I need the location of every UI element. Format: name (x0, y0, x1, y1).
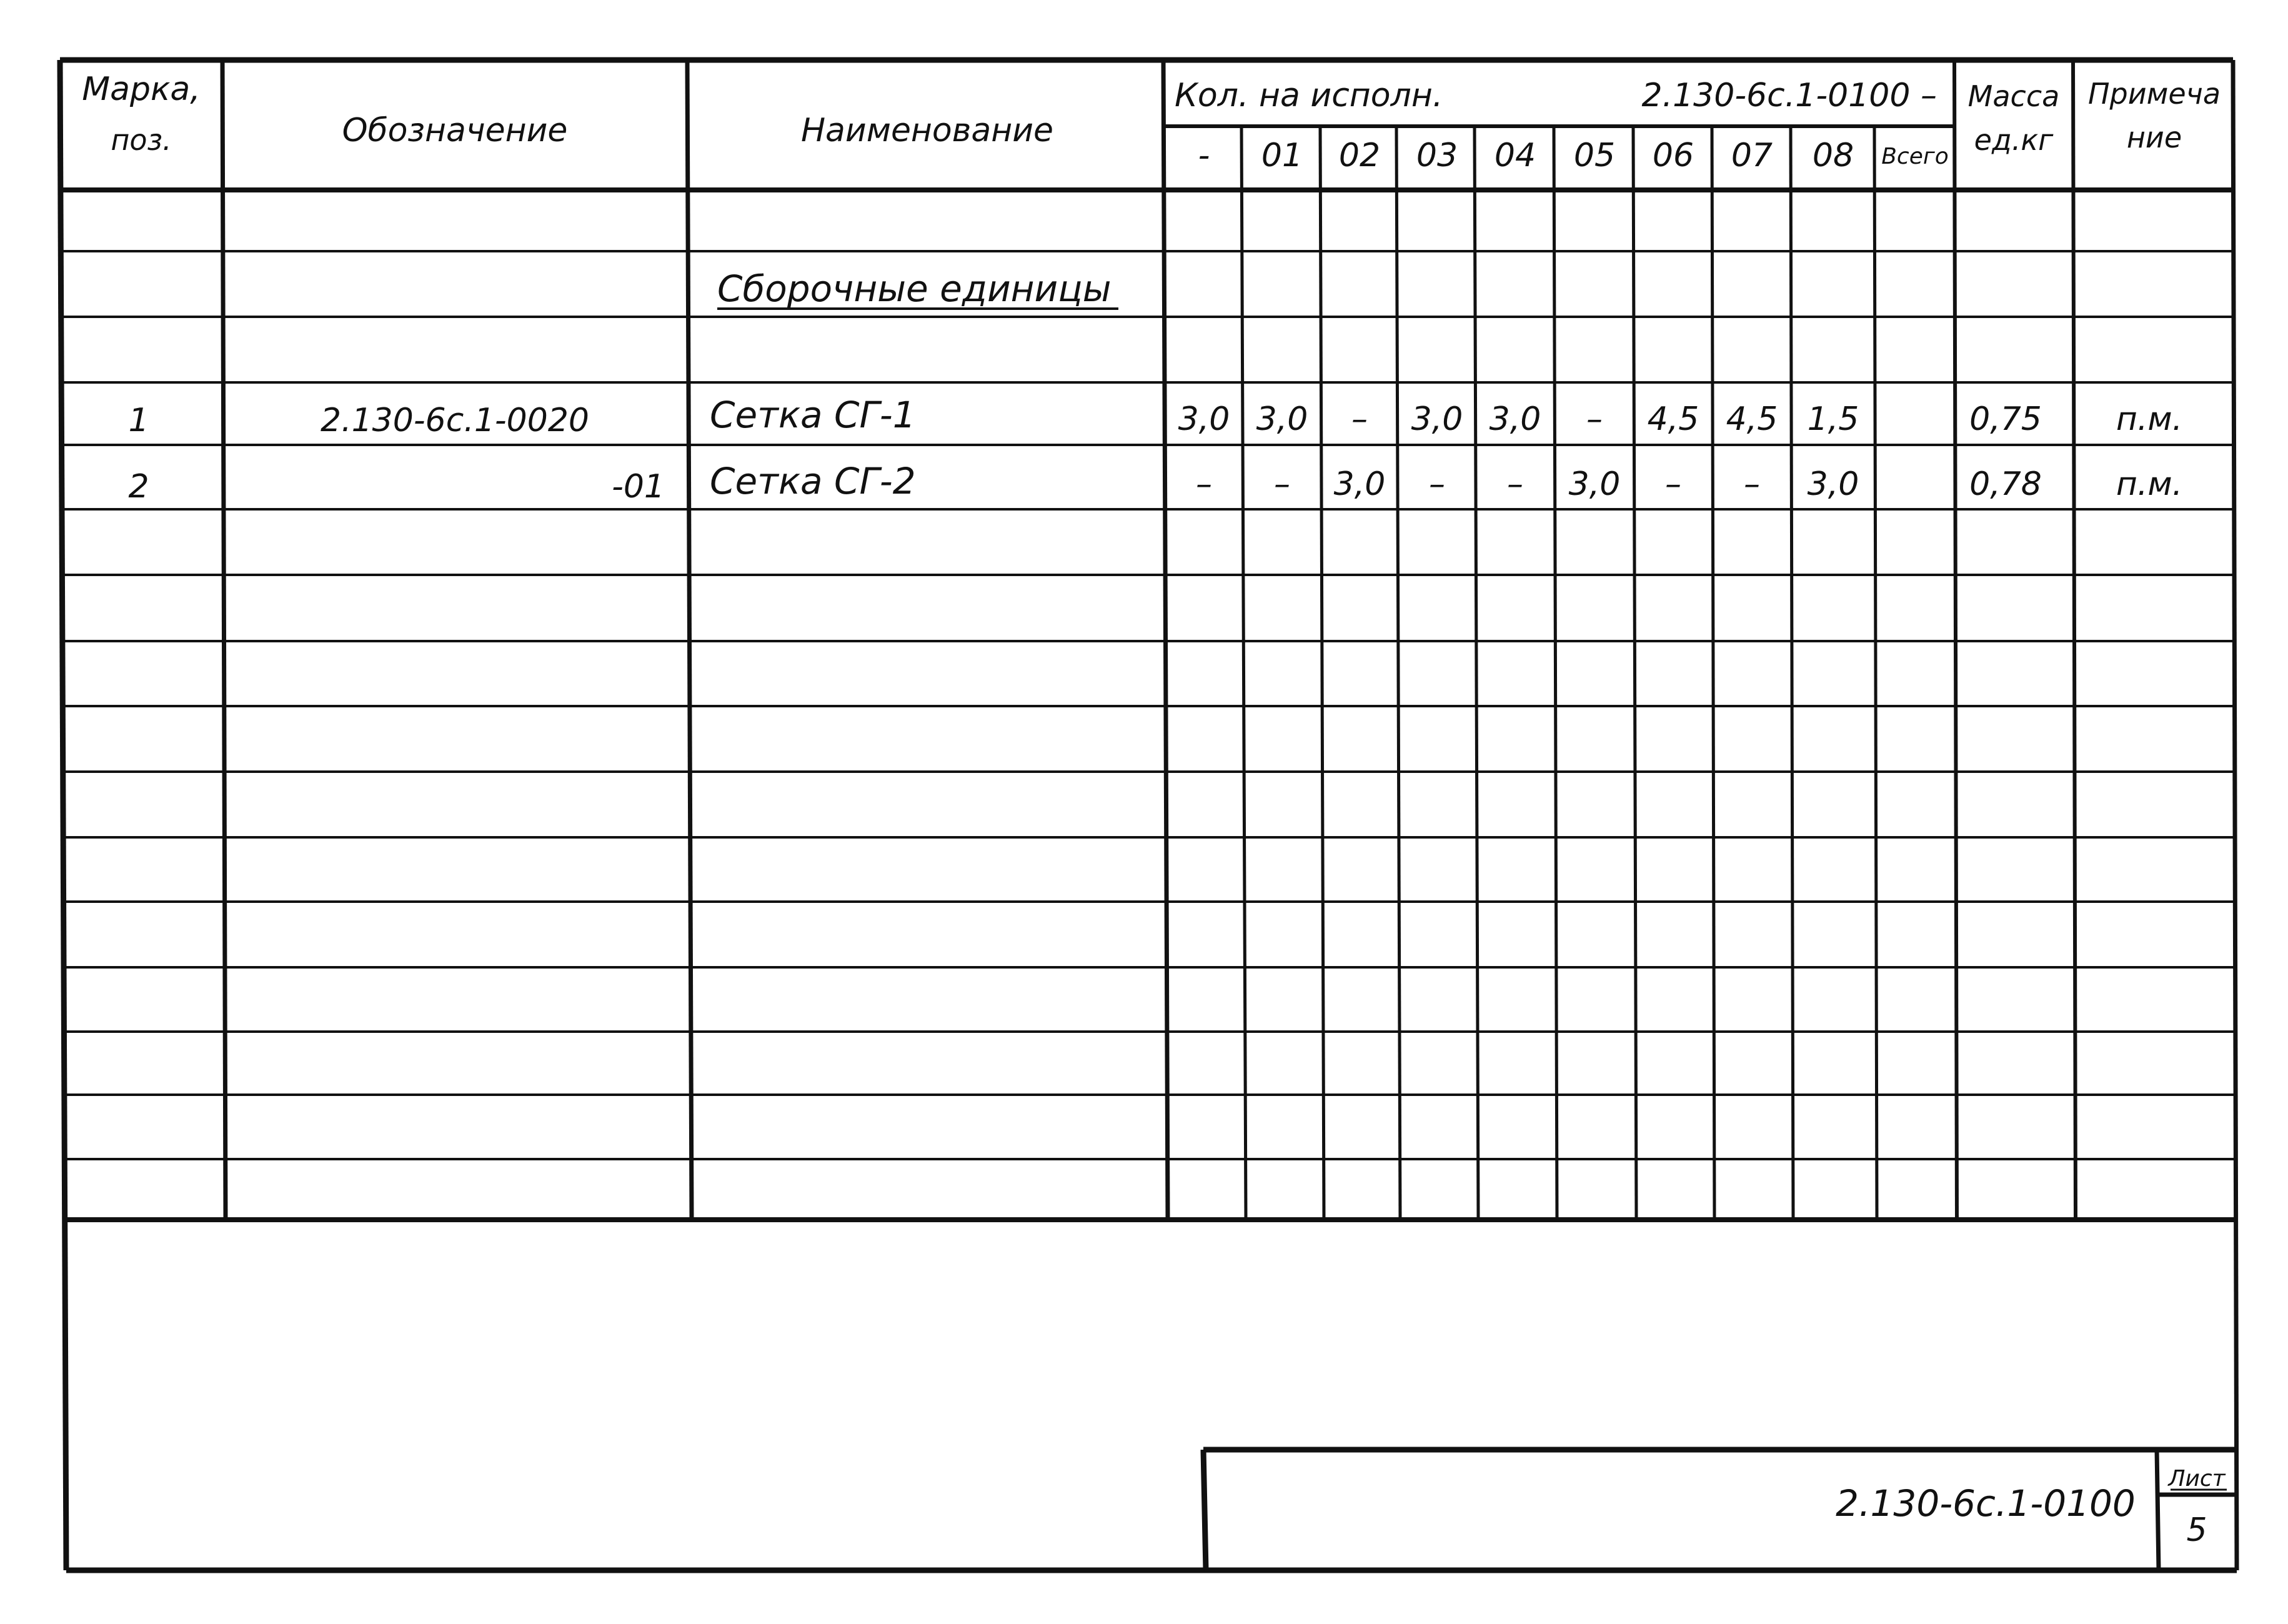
row-designation: -01 (612, 468, 665, 506)
row-note: п.м. (2116, 466, 2183, 503)
variant-header: 05 (1573, 137, 1616, 174)
row-qty: – (1274, 466, 1290, 503)
variant-header: 02 (1338, 137, 1381, 174)
variant-header: 06 (1652, 137, 1694, 174)
row-note: п.м. (2116, 401, 2183, 438)
row-qty: – (1744, 466, 1760, 503)
row-name: Сетка СГ-2 (710, 460, 916, 502)
sheet-label: Лист (2168, 1466, 2226, 1492)
header-oboznachenie: Обозначение (342, 112, 568, 149)
outer-frame (60, 60, 2237, 1570)
section-heading (717, 267, 1118, 310)
header-kol-na-ispoln: Кол. на исполн. (1175, 77, 1443, 114)
header-primech-1: Примеча (2087, 77, 2221, 111)
row-qty: 3,0 (1489, 401, 1541, 438)
header-doc-ref: 2.130-6с.1-0100 – (1641, 77, 1937, 114)
title-block (1203, 1450, 2237, 1570)
row-qty: 4,5 (1726, 401, 1778, 438)
variant-header: - (1198, 137, 1210, 174)
row-qty: – (1196, 466, 1212, 503)
row-mass: 0,75 (1969, 401, 2042, 438)
variant-header: 04 (1494, 137, 1536, 174)
row-qty: – (1665, 466, 1681, 503)
row-name: Сетка СГ-1 (710, 394, 916, 436)
variant-header-total: Всего (1881, 144, 1949, 169)
row-qty: 1,5 (1807, 401, 1859, 438)
header-naimenovanie: Наименование (800, 112, 1054, 149)
sheet-number: 5 (2186, 1512, 2207, 1549)
row-designation: 2.130-6с.1-0020 (320, 402, 590, 439)
header-primech-2: ние (2126, 121, 2182, 154)
variant-header: 03 (1416, 137, 1458, 174)
variant-header: 01 (1261, 137, 1303, 174)
variant-header: 08 (1812, 137, 1854, 174)
row-qty: 3,0 (1256, 401, 1308, 438)
row-qty: – (1507, 466, 1523, 503)
row-qty: 3,0 (1568, 466, 1621, 503)
row-qty: 3,0 (1333, 466, 1386, 503)
header-massa: Масса (1967, 79, 2060, 113)
row-qty: – (1429, 466, 1445, 503)
row-qty: 3,0 (1807, 466, 1859, 503)
row-qty: – (1586, 401, 1603, 438)
header-marka: Марка, (82, 71, 201, 108)
row-qty: 3,0 (1178, 401, 1230, 438)
row-qty: 4,5 (1647, 401, 1699, 438)
variant-header: 07 (1731, 137, 1773, 174)
row-mass: 0,78 (1969, 466, 2042, 503)
header-massa-unit: ед.кг (1974, 123, 2054, 157)
variant-headers (1198, 137, 1949, 174)
row-qty: – (1351, 401, 1368, 438)
row-pos: 2 (128, 468, 149, 506)
doc-code: 2.130-6с.1-0100 (1836, 1482, 2136, 1525)
header-poz: поз. (111, 123, 172, 157)
section-title: Сборочные единицы (717, 267, 1112, 310)
row-pos: 1 (128, 402, 149, 439)
table-grid (60, 60, 2236, 1220)
row-qty: 3,0 (1411, 401, 1463, 438)
